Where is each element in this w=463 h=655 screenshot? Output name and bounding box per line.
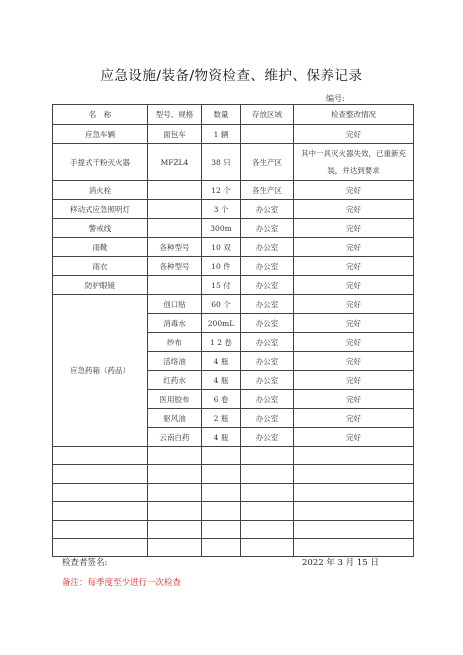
item-model: MFZL4 — [148, 144, 202, 181]
item-model: 红药水 — [148, 371, 202, 390]
item-area: 办公室 — [241, 257, 294, 276]
table-header-row — [53, 105, 414, 125]
table-row — [53, 200, 414, 219]
remark-note: 备注：每季度至少进行一次检查 — [62, 578, 182, 588]
item-model: 各种型号 — [148, 257, 202, 276]
item-status: 完好 — [294, 276, 414, 295]
table-row — [53, 144, 414, 181]
item-status: 其中一具灭火器失效，已重新充装，并达到要求 — [294, 144, 414, 181]
item-quantity: 200mL — [202, 314, 241, 333]
item-model: 各种型号 — [148, 238, 202, 257]
item-model: 活络油 — [148, 352, 202, 371]
item-status: 完好 — [294, 409, 414, 428]
item-status: 完好 — [294, 371, 414, 390]
header-quantity: 数量 — [202, 105, 241, 125]
item-quantity: 6 卷 — [202, 390, 241, 409]
item-status: 完好 — [294, 181, 414, 200]
header-area: 存放区域 — [241, 105, 294, 125]
item-status: 完好 — [294, 219, 414, 238]
item-name: 手提式干粉灭火器 — [53, 144, 148, 181]
document-title: 应急设施/装备/物资检查、维护、保养记录 — [100, 68, 363, 84]
item-name: 雨靴 — [53, 238, 148, 257]
item-status: 完好 — [294, 333, 414, 352]
table-row — [53, 181, 414, 200]
item-quantity: 38 只 — [202, 144, 241, 181]
item-area: 办公室 — [241, 428, 294, 447]
inspection-table — [52, 104, 414, 557]
item-model — [148, 181, 202, 200]
item-status: 完好 — [294, 238, 414, 257]
item-model: 消毒水 — [148, 314, 202, 333]
blank-row — [53, 447, 414, 465]
item-model: 驱风油 — [148, 409, 202, 428]
table-row — [53, 257, 414, 276]
item-model: 医用胶布 — [148, 390, 202, 409]
item-status: 完好 — [294, 352, 414, 371]
inspector-signature-label: 检查者签名: — [62, 558, 108, 568]
item-name: 消火栓 — [53, 181, 148, 200]
item-area — [241, 125, 294, 144]
item-status: 完好 — [294, 428, 414, 447]
item-area: 办公室 — [241, 371, 294, 390]
item-status: 完好 — [294, 257, 414, 276]
item-status: 完好 — [294, 200, 414, 219]
item-model: 创口贴 — [148, 295, 202, 314]
item-area: 各生产区 — [241, 181, 294, 200]
inspection-date: 2022 年 3 月 15 日 — [302, 558, 379, 568]
item-model — [148, 219, 202, 238]
blank-row — [53, 502, 414, 520]
item-quantity: 4 瓶 — [202, 352, 241, 371]
item-quantity: 300m — [202, 219, 241, 238]
blank-row — [53, 538, 414, 556]
item-quantity: 3 个 — [202, 200, 241, 219]
item-area: 办公室 — [241, 333, 294, 352]
item-area: 办公室 — [241, 295, 294, 314]
item-model — [148, 276, 202, 295]
item-status: 完好 — [294, 125, 414, 144]
item-quantity: 60 个 — [202, 295, 241, 314]
item-status: 完好 — [294, 295, 414, 314]
table-row — [53, 125, 414, 144]
item-area: 办公室 — [241, 409, 294, 428]
item-status: 完好 — [294, 390, 414, 409]
item-area: 办公室 — [241, 238, 294, 257]
table-row — [53, 219, 414, 238]
item-quantity: 1 2 卷 — [202, 333, 241, 352]
item-quantity: 15 付 — [202, 276, 241, 295]
item-quantity: 10 件 — [202, 257, 241, 276]
item-model: 云南白药 — [148, 428, 202, 447]
item-status: 完好 — [294, 314, 414, 333]
item-area: 办公室 — [241, 352, 294, 371]
item-quantity: 12 个 — [202, 181, 241, 200]
item-name: 雨衣 — [53, 257, 148, 276]
item-area: 办公室 — [241, 200, 294, 219]
item-quantity: 10 双 — [202, 238, 241, 257]
serial-number-label: 编号: — [326, 94, 345, 103]
blank-row — [53, 483, 414, 501]
item-name: 防护眼镜 — [53, 276, 148, 295]
header-status: 检查整改情况 — [294, 105, 414, 125]
item-name: 移动式应急照明灯 — [53, 200, 148, 219]
item-quantity: 4 瓶 — [202, 428, 241, 447]
header-model: 型号、规格 — [148, 105, 202, 125]
table-row — [53, 295, 414, 314]
item-area: 办公室 — [241, 219, 294, 238]
table-row — [53, 276, 414, 295]
item-model — [148, 200, 202, 219]
blank-row — [53, 520, 414, 538]
item-quantity: 4 瓶 — [202, 371, 241, 390]
item-quantity: 1 辆 — [202, 125, 241, 144]
item-model: 面包车 — [148, 125, 202, 144]
item-quantity: 2 瓶 — [202, 409, 241, 428]
table-row — [53, 238, 414, 257]
item-area: 办公室 — [241, 390, 294, 409]
item-name: 警戒线 — [53, 219, 148, 238]
item-model: 纱布 — [148, 333, 202, 352]
blank-row — [53, 465, 414, 483]
item-area: 各生产区 — [241, 144, 294, 181]
item-name: 应急车辆 — [53, 125, 148, 144]
item-area: 办公室 — [241, 276, 294, 295]
header-name: 名 称 — [53, 105, 148, 125]
medicine-kit-name: 应急药箱（药品） — [53, 295, 148, 447]
item-area: 办公室 — [241, 314, 294, 333]
